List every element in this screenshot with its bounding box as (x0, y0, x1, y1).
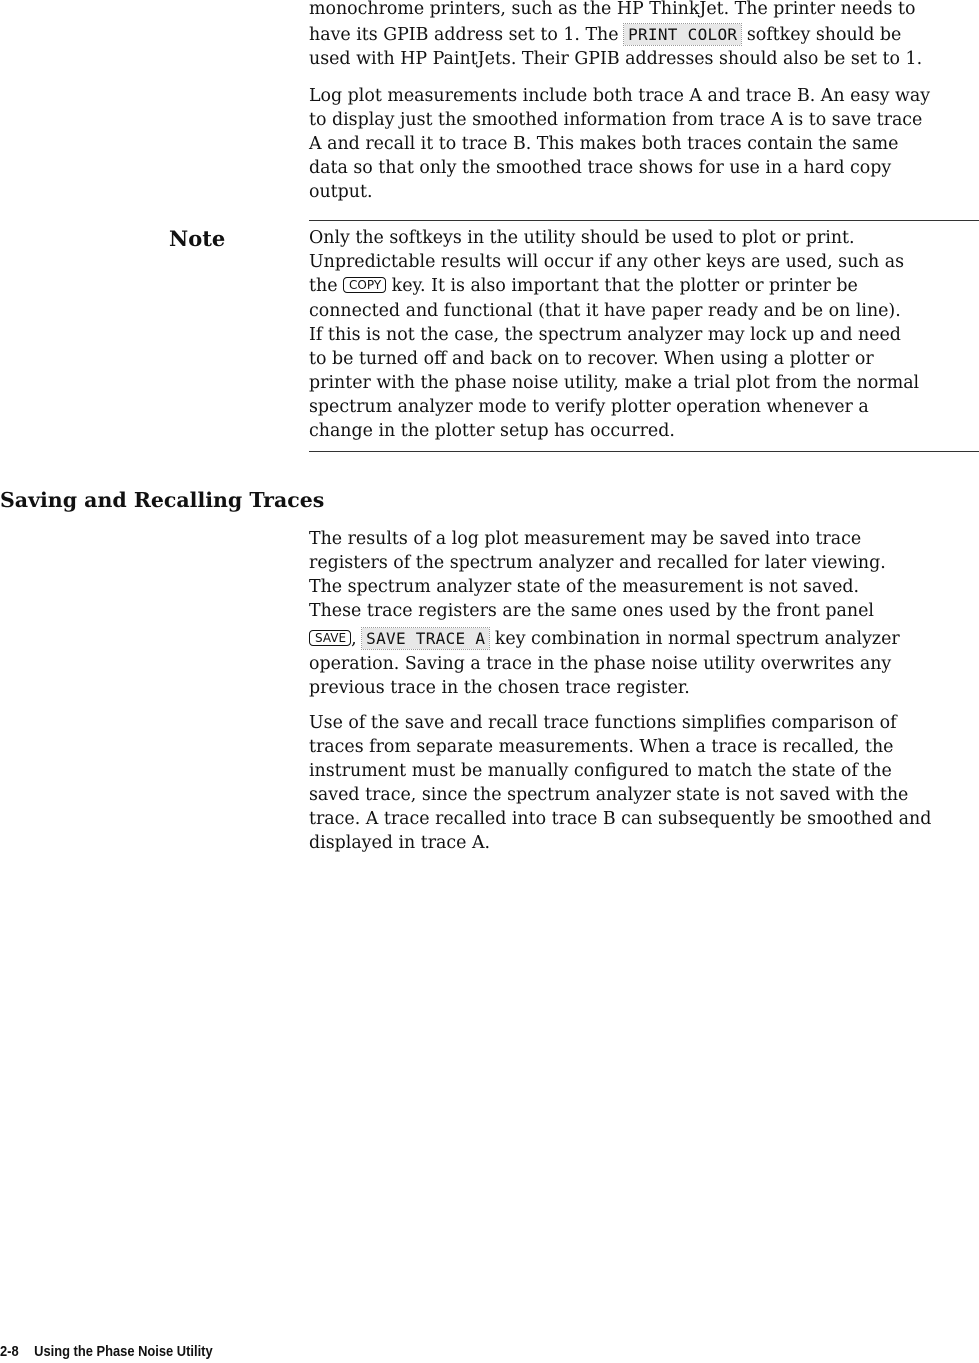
intro-paragraph (309, 0, 979, 71)
note-line-1: Only the softkeys in the utility should be used to plot or print. (309, 228, 855, 248)
note-line-7: printer with the phase noise utility, make a trial plot from the normal (309, 373, 920, 393)
note-bottom-rule (309, 451, 979, 452)
saving-line-3: The spectrum analyzer state of the measurement is not saved. (309, 577, 860, 597)
intro-line-1: monochrome printers, such as the HP ThinkJet. The printer needs to (309, 0, 916, 19)
saving-paragraph (309, 527, 979, 700)
save-trace-a-softkey: SAVE TRACE A (362, 628, 489, 649)
recall-line-5: trace. A trace recalled into trace B can subsequently be smoothed and (309, 809, 932, 829)
logplot-line-4: data so that only the smoothed trace shows for use in a hard copy (309, 158, 892, 178)
logplot-paragraph (309, 84, 979, 204)
note-line-2: Unpredictable results will occur if any other keys are used, such as (309, 252, 905, 272)
logplot-line-1: Log plot measurements include both trace A and trace B. An easy way (309, 86, 931, 106)
saving-line-5 (309, 627, 979, 652)
recall-line-1: Use of the save and recall trace functions simplifies comparison of (309, 713, 897, 733)
page-number: 2-8 (0, 1343, 19, 1360)
saving-line-4: These trace registers are the same ones used by the front panel (309, 601, 874, 621)
note-line-9: change in the plotter setup has occurred. (309, 421, 675, 441)
saving-line-2: registers of the spectrum analyzer and recalled for later viewing. (309, 553, 886, 573)
saving-line-1: The results of a log plot measurement may be saved into trace (309, 529, 862, 549)
saving-line-6: operation. Saving a trace in the phase noise utility overwrites any (309, 654, 892, 674)
note-line-3 (309, 274, 979, 299)
note-line-3-end: key. It is also important that the plotter or printer be (386, 276, 858, 296)
note-line-4: connected and functional (that it have paper ready and be on line). (309, 301, 901, 321)
note-top-rule (309, 220, 979, 221)
save-hardkey: SAVE (309, 630, 351, 646)
saving-line-7: previous trace in the chosen trace register. (309, 678, 690, 698)
recall-line-3: instrument must be manually configured to match the state of the (309, 761, 892, 781)
logplot-line-3: A and recall it to trace B. This makes both traces contain the same (309, 134, 899, 154)
print-color-softkey: PRINT COLOR (624, 24, 741, 45)
page-footer (0, 1343, 213, 1360)
logplot-line-5: output. (309, 182, 373, 202)
recall-line-6: displayed in trace A. (309, 833, 491, 853)
copy-hardkey: COPY (343, 277, 386, 293)
chapter-title: Using the Phase Noise Utility (34, 1343, 213, 1360)
note-line-8: spectrum analyzer mode to verify plotter operation whenever a (309, 397, 869, 417)
note-paragraph (309, 226, 979, 443)
note-line-3-start: the (309, 276, 344, 296)
note-label: Note (169, 226, 226, 251)
intro-line-2-start: have its GPIB address set to 1. The (309, 25, 625, 45)
recall-line-4: saved trace, since the spectrum analyzer state is not saved with the (309, 785, 909, 805)
note-line-6: to be turned off and back on to recover. When using a plotter or (309, 349, 874, 369)
logplot-line-2: to display just the smoothed information from trace A is to save trace (309, 110, 923, 130)
saving-line-5-end: key combination in normal spectrum analyzer (489, 629, 900, 649)
saving-line-5-comma: , (351, 629, 363, 649)
note-line-5: If this is not the case, the spectrum analyzer may lock up and need (309, 325, 901, 345)
intro-line-3: used with HP PaintJets. Their GPIB addresses should also be set to 1. (309, 49, 923, 69)
intro-line-2 (309, 23, 979, 47)
section-heading: Saving and Recalling Traces (0, 488, 325, 512)
intro-line-2-end: softkey should be (741, 25, 902, 45)
recall-line-2: traces from separate measurements. When a trace is recalled, the (309, 737, 894, 757)
recall-paragraph (309, 711, 979, 855)
